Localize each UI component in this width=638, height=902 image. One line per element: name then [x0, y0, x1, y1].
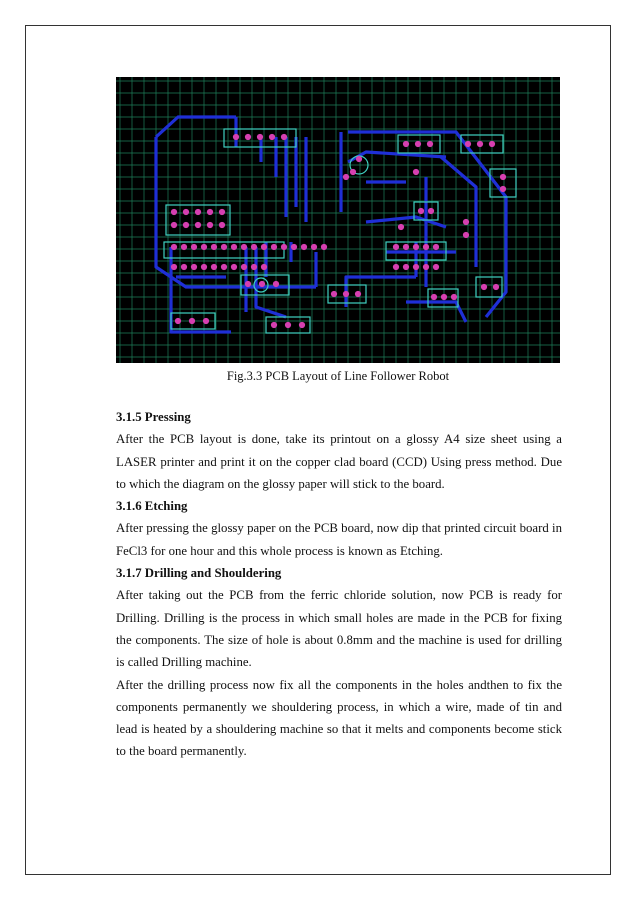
solder-pad	[343, 174, 349, 180]
solder-pad	[189, 318, 195, 324]
solder-pad	[231, 264, 237, 270]
document-body	[116, 406, 562, 763]
paragraph: After taking out the PCB from the ferric chloride solution, now PCB is ready for Drilling. Drilling is the process in which small holes are made in the PCB for fixing the components. The size of hole is about 0.8mm and the machine is used for drilling is called Drilling machine.	[116, 588, 562, 670]
solder-pad	[201, 264, 207, 270]
solder-pad	[331, 291, 337, 297]
solder-pad	[201, 244, 207, 250]
solder-pad	[433, 264, 439, 270]
solder-pad	[207, 222, 213, 228]
section-pressing	[116, 406, 562, 495]
pcb-background	[116, 77, 560, 363]
solder-pad	[219, 209, 225, 215]
solder-pad	[356, 156, 362, 162]
solder-pad	[291, 244, 297, 250]
solder-pad	[245, 134, 251, 140]
solder-pad	[181, 264, 187, 270]
solder-pad	[489, 141, 495, 147]
solder-pad	[195, 222, 201, 228]
solder-pad	[231, 244, 237, 250]
paragraph: After the PCB layout is done, take its printout on a glossy A4 size sheet using a LASER printer and print it on the copper clad board (CCD) Using press method. Due to which the diagram on the glossy paper will stick to the board.	[116, 432, 562, 491]
solder-pad	[211, 264, 217, 270]
solder-pad	[428, 208, 434, 214]
solder-pad	[219, 222, 225, 228]
solder-pad	[403, 141, 409, 147]
solder-pad	[203, 318, 209, 324]
solder-pad	[355, 291, 361, 297]
solder-pad	[191, 264, 197, 270]
solder-pad	[233, 134, 239, 140]
solder-pad	[413, 244, 419, 250]
solder-pad	[251, 264, 257, 270]
solder-pad	[403, 244, 409, 250]
solder-pad	[281, 134, 287, 140]
solder-pad	[403, 264, 409, 270]
solder-pad	[241, 244, 247, 250]
solder-pad	[191, 244, 197, 250]
solder-pad	[183, 222, 189, 228]
solder-pad	[269, 134, 275, 140]
solder-pad	[463, 219, 469, 225]
pcb-layout-image	[116, 77, 560, 363]
solder-pad	[261, 264, 267, 270]
solder-pad	[251, 244, 257, 250]
solder-pad	[393, 244, 399, 250]
solder-pad	[493, 284, 499, 290]
solder-pad	[398, 224, 404, 230]
solder-pad	[413, 169, 419, 175]
solder-pad	[211, 244, 217, 250]
solder-pad	[171, 209, 177, 215]
solder-pad	[245, 281, 251, 287]
pcb-layout-figure	[116, 77, 560, 363]
section-etching	[116, 495, 562, 562]
paragraph: After pressing the glossy paper on the PCB board, now dip that printed circuit board in FeCl3 for one hour and this whole process is known as Etching.	[116, 521, 562, 558]
solder-pad	[463, 232, 469, 238]
solder-pad	[181, 244, 187, 250]
solder-pad	[433, 244, 439, 250]
solder-pad	[423, 244, 429, 250]
section-heading: 3.1.7 Drilling and Shouldering	[116, 566, 282, 581]
solder-pad	[451, 294, 457, 300]
section-heading: 3.1.6 Etching	[116, 499, 188, 514]
solder-pad	[500, 186, 506, 192]
solder-pad	[175, 318, 181, 324]
solder-pad	[221, 264, 227, 270]
solder-pad	[413, 264, 419, 270]
solder-pad	[257, 134, 263, 140]
solder-pad	[500, 174, 506, 180]
section-heading: 3.1.5 Pressing	[116, 410, 191, 424]
solder-pad	[271, 322, 277, 328]
solder-pad	[465, 141, 471, 147]
solder-pad	[207, 209, 213, 215]
solder-pad	[281, 244, 287, 250]
solder-pad	[171, 264, 177, 270]
solder-pad	[423, 264, 429, 270]
solder-pad	[441, 294, 447, 300]
solder-pad	[195, 209, 201, 215]
solder-pad	[183, 209, 189, 215]
solder-pad	[418, 208, 424, 214]
solder-pad	[285, 322, 291, 328]
solder-pad	[477, 141, 483, 147]
solder-pad	[311, 244, 317, 250]
solder-pad	[271, 244, 277, 250]
solder-pad	[481, 284, 487, 290]
solder-pad	[241, 264, 247, 270]
solder-pad	[261, 244, 267, 250]
solder-pad	[301, 244, 307, 250]
solder-pad	[273, 281, 279, 287]
solder-pad	[343, 291, 349, 297]
section-drilling	[116, 562, 562, 763]
figure-caption: Fig.3.3 PCB Layout of Line Follower Robot	[226, 369, 450, 383]
solder-pad	[393, 264, 399, 270]
solder-pad	[321, 244, 327, 250]
solder-pad	[299, 322, 305, 328]
paragraph: After the drilling process now fix all the components in the holes andthen to fix the components permanently we shouldering process, in which a wire, made of tin and lead is heated by a shouldering machine so that it melts and components become stick to the board permanently.	[116, 677, 562, 759]
solder-pad	[221, 244, 227, 250]
solder-pad	[171, 244, 177, 250]
solder-pad	[431, 294, 437, 300]
solder-pad	[171, 222, 177, 228]
solder-pad	[427, 141, 433, 147]
solder-pad	[415, 141, 421, 147]
solder-pad	[350, 169, 356, 175]
solder-pad	[259, 281, 265, 287]
